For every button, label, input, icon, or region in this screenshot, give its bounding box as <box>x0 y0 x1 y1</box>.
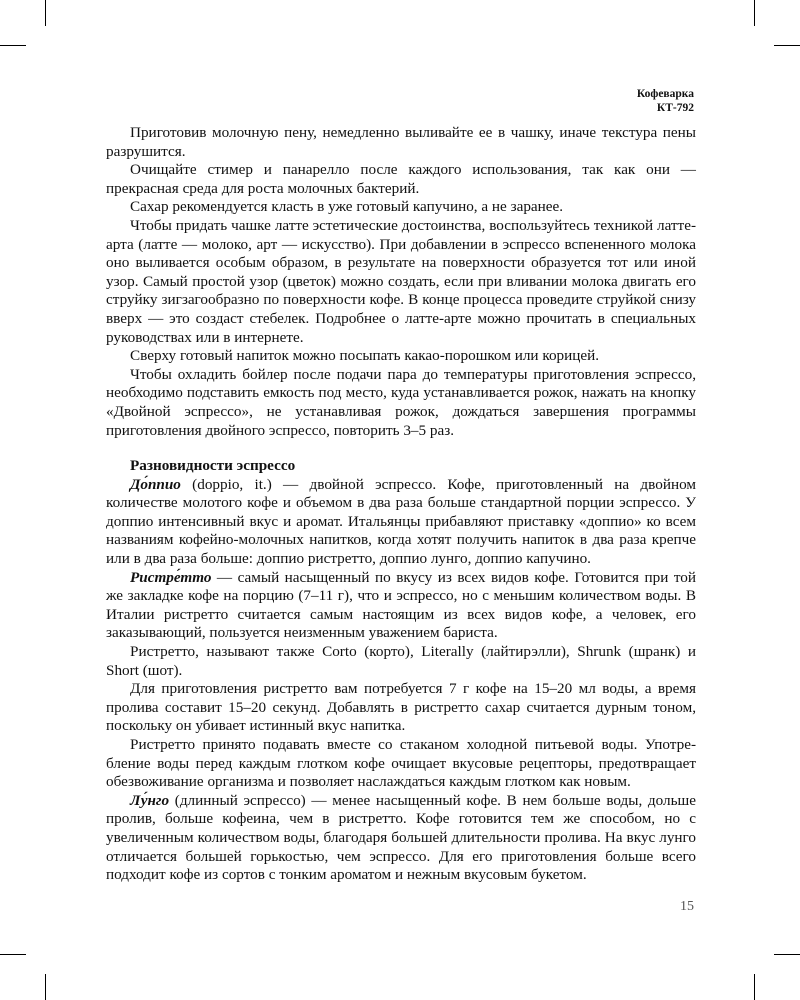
paragraph-ristretto <box>106 569 696 643</box>
paragraph-lungo <box>106 792 696 885</box>
paragraph: Сахар рекомендуется класть в уже готовый капучино, а не заранее. <box>130 198 564 216</box>
section-heading: Разновидности эспрессо <box>130 457 296 475</box>
crop-mark <box>754 0 755 26</box>
paragraph-doppio <box>106 476 696 569</box>
term-ristretto: Ристре́тто <box>130 568 212 586</box>
paragraph: Приготовив молочную пену, немедленно выливайте ее в чашку, иначе текстура пены разрушится. <box>106 124 696 160</box>
paragraph: Сверху готовый напиток можно посыпать какао-порошком или корицей. <box>130 347 600 365</box>
crop-mark <box>754 974 755 1000</box>
doppio-text: (doppio, it.) — двойной эспрессо. Кофе, приготовленный на двойном количестве молотого кофе и объемом в два раза больше стандартной порции эспрессо. У доппио интенсивный вкус и аромат. Итальянцы прибавляют приставку «доппио» ко всем названиям кофейно-молочных напитков, когда хотят получить напиток в два раза крепче или в два раза больше: доппио ристретто, доппио лунго, доппио капучино. <box>106 475 696 568</box>
crop-mark <box>0 45 26 46</box>
running-header <box>637 87 694 115</box>
crop-mark <box>45 0 46 26</box>
crop-mark <box>45 974 46 1000</box>
crop-mark <box>0 954 26 955</box>
page-number: 15 <box>680 899 694 914</box>
header-model: КТ-792 <box>656 102 694 114</box>
paragraph: Ристретто принято подавать вместе со стаканом холодной питьевой воды. Употребление воды перед каждым глотком кофе очищает вкусовые рецепторы, предотвращает обезвоживание организма и позволяет наслаждаться каждым глотком как новым. <box>106 736 696 791</box>
header-title: Кофеварка <box>636 88 694 100</box>
lungo-text: (длинный эспрессо) — менее насыщенный кофе. В нем больше воды, дольше пролив, больше кофеина, чем в ристретто. Кофе готовится тем же способом, но с увеличенным количеством воды, благодаря большей длительности пролива. На вкус лунго отличается большей горькостью, чем эспрессо. Для его приготовления больше всего подходит кофе из сортов с тонким ароматом и нежным вкусовым букетом. <box>106 791 696 884</box>
paragraph: Для приготовления ристретто вам потребуется 7 г кофе на 15–20 мл воды, а время пролива составит 15–20 секунд. Добавлять в ристретто сахар считается дурным тоном, поскольку он убивает истинный вкус напитка. <box>106 680 696 735</box>
term-lungo: Лу́нго <box>130 791 170 809</box>
term-doppio: До́ппио <box>130 475 181 493</box>
ristretto-text: — самый насыщенный по вкусу из всех видов кофе. Готовится при той же закладке кофе на порцию (7–11 г), что и эспрессо, но с меньшим количеством воды. В Италии ристретто считается самым настоящим из всех видов кофе, а человек, его заказывающий, пользуется неизменным уважением бариста. <box>106 568 696 642</box>
crop-mark <box>774 45 800 46</box>
paragraph: Чтобы придать чашке латте эстетические достоинства, воспользуйтесь техникой латте-арта (латте — молоко, арт — искусство). При добавлении в эспрессо вспененного молока оно выливается особым образом, в результате на поверхности образуется тот или иной узор. Самый простой узор (цветок) можно создать, если при вливании молока двигать его струйку зигзагообразно по поверхности кофе. В конце процесса проведите струйкой снизу вверх — это создаст стебелек. Подробнее о латте-арте можно прочитать в специальных руководствах или в интернете. <box>106 216 696 346</box>
paragraph: Ристретто, называют также Corto (корто), Literally (лайтирэлли), Shrunk (шранк) и Short (шот). <box>106 643 696 679</box>
paragraph: Очищайте стимер и панарелло после каждого использования, так как они — прекрасная среда для роста молочных бактерий. <box>106 161 696 197</box>
crop-mark <box>774 954 800 955</box>
paragraph: Чтобы охладить бойлер после подачи пара до температуры приготовления эспрессо, необходимо подставить емкость под место, куда устанавливается рожок, нажать на кнопку «Двойной эспрессо», не устанавливая рожок, дождаться завершения программы приготовления двойного эспрессо, повторить 3–5 раз. <box>106 365 696 439</box>
page-body <box>106 124 696 885</box>
